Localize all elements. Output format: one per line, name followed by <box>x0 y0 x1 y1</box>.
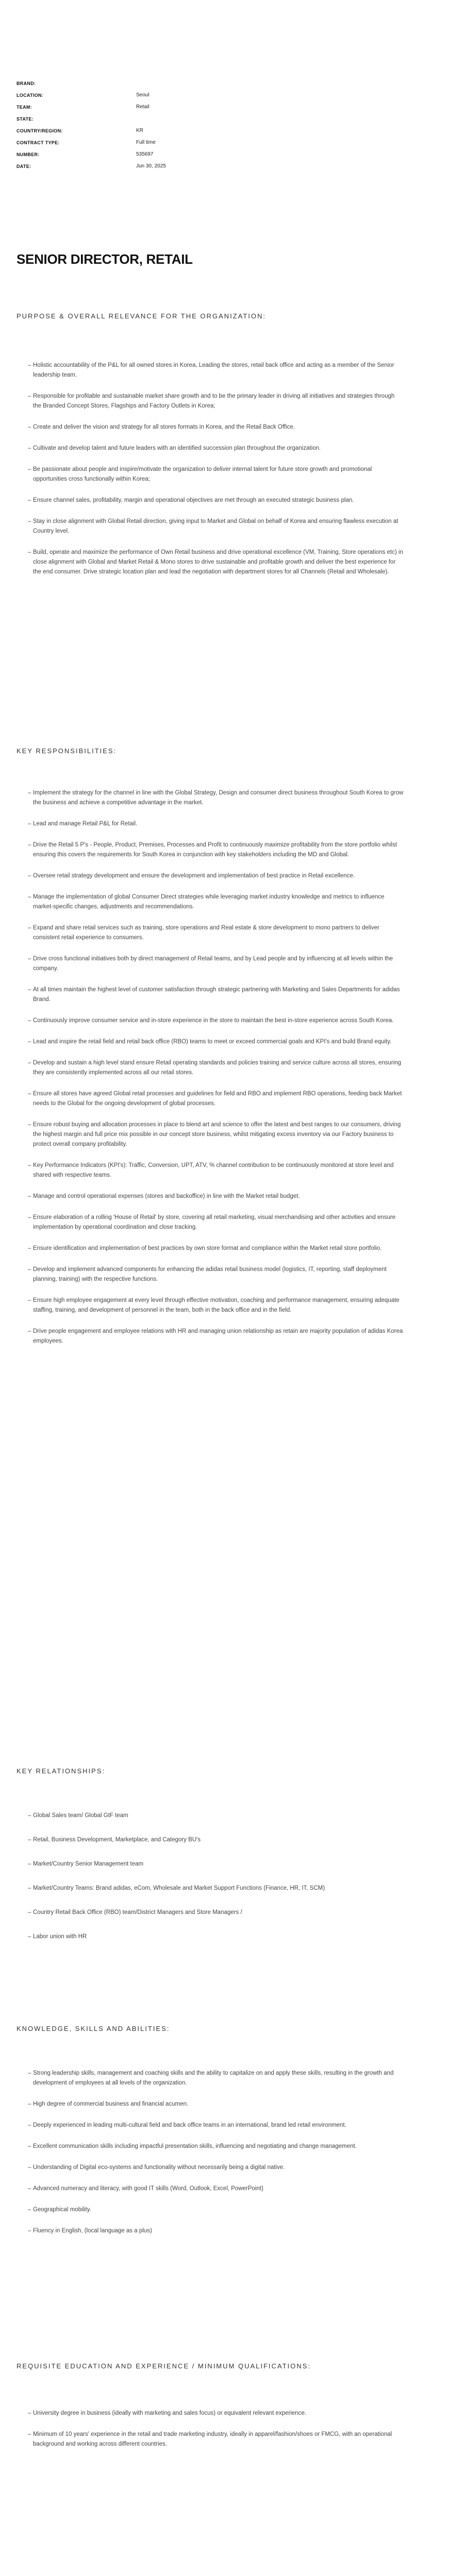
meta-value: Seoul <box>136 92 150 98</box>
list-item: – At all times maintain the highest level of customer satisfaction through strategic partnering with Marketing and Sales Departments for adidas Brand. <box>33 985 404 1005</box>
responsibilities-list <box>33 788 404 1358</box>
relationships-list <box>33 1811 404 1956</box>
meta-key: TEAM: <box>16 104 32 110</box>
list-item: – Expand and share retail services such as training, store operations and Real estate & store development to mono partners to deliver consistent retail experience to consumers. <box>33 923 404 943</box>
list-item: – Build, operate and maximize the performance of Own Retail business and drive operational excellence (VM, Training, Store operations etc) in close alignment with Global and Market Retail & Mono stores to drive sustainable and profitable growth and deliver the best experience for the end consumer. Drive strategic location plan and lead the negotiation with department stores for all Channels (Retail and Wholesale). <box>33 548 404 577</box>
list-item: – Ensure elaboration of a rolling 'House of Retail' by store, covering all retail marketing, visual merchandising and other activities and ensure implementation by operational coordination and close tracking. <box>33 1213 404 1232</box>
list-item: – Develop and implement advanced components for enhancing the adidas retail business model (logistics, IT, reporting, staff deployment planning, training) with the respective functions. <box>33 1265 404 1284</box>
meta-row-location <box>16 89 274 101</box>
meta-key: LOCATION: <box>16 92 44 98</box>
meta-value: Jun 30, 2025 <box>136 163 166 169</box>
list-item: – Advanced numeracy and literacy, with good IT skills (Word, Outlook, Excel, PowerPoint) <box>33 2184 404 2194</box>
list-item: – Ensure high employee engagement at every level through effective motivation, coaching and performance management, ensuring adequate staffing, training, and development of personnel in the team, both in the back office and in the field. <box>33 1296 404 1315</box>
list-item: – Manage the implementation of global Consumer Direct strategies while leveraging market industry knowledge and metrics to influence market-specific changes, adjustments and recommendations. <box>33 892 404 912</box>
meta-key: COUNTRY/REGION: <box>16 128 63 133</box>
job-meta <box>16 77 274 172</box>
list-item: – Geographical mobility. <box>33 2205 404 2215</box>
list-item: – Understanding of Digital eco-systems and functionality without necessarily being a digital native. <box>33 2163 404 2173</box>
list-item: – Stay in close alignment with Global Retail direction, giving input to Market and Global on behalf of Korea and ensuring flawless execution at Country level. <box>33 517 404 536</box>
list-item: – Drive cross functional initiatives both by direct management of Retail teams, and by Lead people and by influencing at all levels within the company. <box>33 954 404 974</box>
list-item: – Key Performance Indicators (KPI's): Traffic, Conversion, UPT, ATV, % channel contribution to be continuously monitored at store level and shared with respective teams. <box>33 1161 404 1180</box>
list-item: – Global Sales team/ Global GtF team <box>33 1811 404 1821</box>
list-item: – Be passionate about people and inspire/motivate the organization to deliver internal talent for future store growth and promotional opportunities cross functionally within Korea; <box>33 465 404 484</box>
list-item: – Drive people engagement and employee relations with HR and managing union relationship as retain are majority population of adidas Korea employees. <box>33 1327 404 1346</box>
meta-row-number <box>16 148 274 160</box>
list-item: – Country Retail Back Office (RBO) team/District Managers and Store Managers / <box>33 1908 404 1918</box>
meta-key: BRAND: <box>16 80 36 86</box>
meta-value: KR <box>136 128 143 133</box>
list-item: – Ensure all stores have agreed Global retail processes and guidelines for field and RBO and implement RBO operations, feeding back Market needs to the Global for the ongoing development of global processes. <box>33 1089 404 1109</box>
list-item: – Drive the Retail 5 P's - People, Product, Premises, Processes and Profit to continuously maximize profitability from the store portfolio whilst ensuring this covers the requirements for South Korea in conjunction with key stakeholders including the MD and Global. <box>33 840 404 860</box>
section-heading-responsibilities: KEY RESPONSIBILITIES: <box>16 747 117 755</box>
list-item: – Oversee retail strategy development and ensure the development and implementation of best practice in Retail excellence. <box>33 871 404 881</box>
list-item: – Create and deliver the vision and strategy for all stores formats in Korea, and the Retail Back Office. <box>33 422 404 432</box>
list-item: – Fluency in English, (local language as a plus) <box>33 2226 404 2236</box>
list-item: – Ensure robust buying and allocation processes in place to blend art and science to offer the latest and best ranges to our consumers, driving the highest margin and full price mix possible in our concept store business, whilst mitigating excess inventory via our Factory business to protect overall company profitability. <box>33 1120 404 1149</box>
list-item: – Holistic accountability of the P&L for all owned stores in Korea, Leading the stores, retail back office and acting as a member of the Senior leadership team. <box>33 361 404 380</box>
knowledge-list <box>33 2069 404 2247</box>
list-item: – Market/Country Senior Management team <box>33 1859 404 1869</box>
meta-row-state <box>16 113 274 125</box>
meta-value: Retail <box>136 104 150 110</box>
list-item: – Ensure identification and implementation of best practices by own store format and compliance within the Market retail store portfolio. <box>33 1244 404 1253</box>
list-item: – Cultivate and develop talent and future leaders with an identified succession plan throughout the organization. <box>33 444 404 453</box>
section-heading-relationships: KEY RELATIONSHIPS: <box>16 1767 106 1775</box>
meta-key: DATE: <box>16 163 31 169</box>
meta-key: NUMBER: <box>16 151 40 157</box>
list-item: – Lead and manage Retail P&L for Retail. <box>33 819 404 829</box>
list-item: – Develop and sustain a high level stand ensure Retail operating standards and policies training and service culture across all stores, ensuring they are consistently implemented across all our retail stores. <box>33 1058 404 1078</box>
list-item: – Lead and inspire the retail field and retail back office (RBO) teams to meet or exceed commercial goals and KPI's and build Brand equity. <box>33 1037 404 1047</box>
meta-row-brand <box>16 77 274 89</box>
meta-row-date <box>16 160 274 172</box>
list-item: – Ensure channel sales, profitability, margin and operational objectives are met through an executed strategic business plan. <box>33 496 404 505</box>
meta-key: STATE: <box>16 116 34 122</box>
meta-value: 535697 <box>136 151 154 157</box>
meta-value: Full time <box>136 140 156 145</box>
list-item: – Labor union with HR <box>33 1932 404 1942</box>
list-item: – Responsible for profitable and sustainable market share growth and to be the primary leader in driving all initiatives and strategies through the Branded Concept Stores, Flagships and Factory Outlets in Korea; <box>33 392 404 411</box>
list-item: – Minimum of 10 years' experience in the retail and trade marketing industry, ideally in apparel/fashion/shoes or FMCG, with an operational background and working across different countries. <box>33 2430 404 2449</box>
list-item: – Excellent communication skills including impactful presentation skills, influencing and negotiating and change management. <box>33 2142 404 2151</box>
list-item: – Implement the strategy for the channel in line with the Global Strategy, Design and consumer direct business throughout South Korea to grow the business and achieve a competitive advantage in the market. <box>33 788 404 808</box>
section-heading-knowledge: KNOWLEDGE, SKILLS AND ABILITIES: <box>16 2025 170 2032</box>
section-heading-purpose: PURPOSE & OVERALL RELEVANCE FOR THE ORGANIZATION: <box>16 312 266 320</box>
meta-row-team <box>16 101 274 113</box>
meta-row-country <box>16 125 274 137</box>
meta-row-contract <box>16 137 274 148</box>
requisite-list <box>33 2409 404 2461</box>
meta-key: CONTRACT TYPE: <box>16 140 60 145</box>
page-title: SENIOR DIRECTOR, RETAIL <box>16 251 193 267</box>
list-item: – Strong leadership skills, management and coaching skills and the ability to capitalize on and apply these skills, resulting in the growth and development of employees at all levels of the organization. <box>33 2069 404 2088</box>
purpose-list <box>33 361 404 588</box>
list-item: – Deeply experienced in leading multi-cultural field and back office teams in an international, brand led retail environment. <box>33 2121 404 2130</box>
list-item: – Manage and control operational expenses (stores and backoffice) in line with the Market retail budget. <box>33 1192 404 1201</box>
list-item: – University degree in business (ideally with marketing and sales focus) or equivalent relevant experience. <box>33 2409 404 2418</box>
list-item: – Market/Country Teams: Brand adidas, eCom, Wholesale and Market Support Functions (Finance, HR, IT, SCM) <box>33 1884 404 1893</box>
section-heading-requisite: REQUISITE EDUCATION AND EXPERIENCE / MINIMUM QUALIFICATIONS: <box>16 2362 311 2370</box>
list-item: – Retail, Business Development, Marketplace, and Category BU's <box>33 1835 404 1845</box>
list-item: – Continuously improve consumer service and in-store experience in the store to maintain the best in-store experience across South Korea. <box>33 1016 404 1026</box>
list-item: – High degree of commercial business and financial acumen. <box>33 2099 404 2109</box>
